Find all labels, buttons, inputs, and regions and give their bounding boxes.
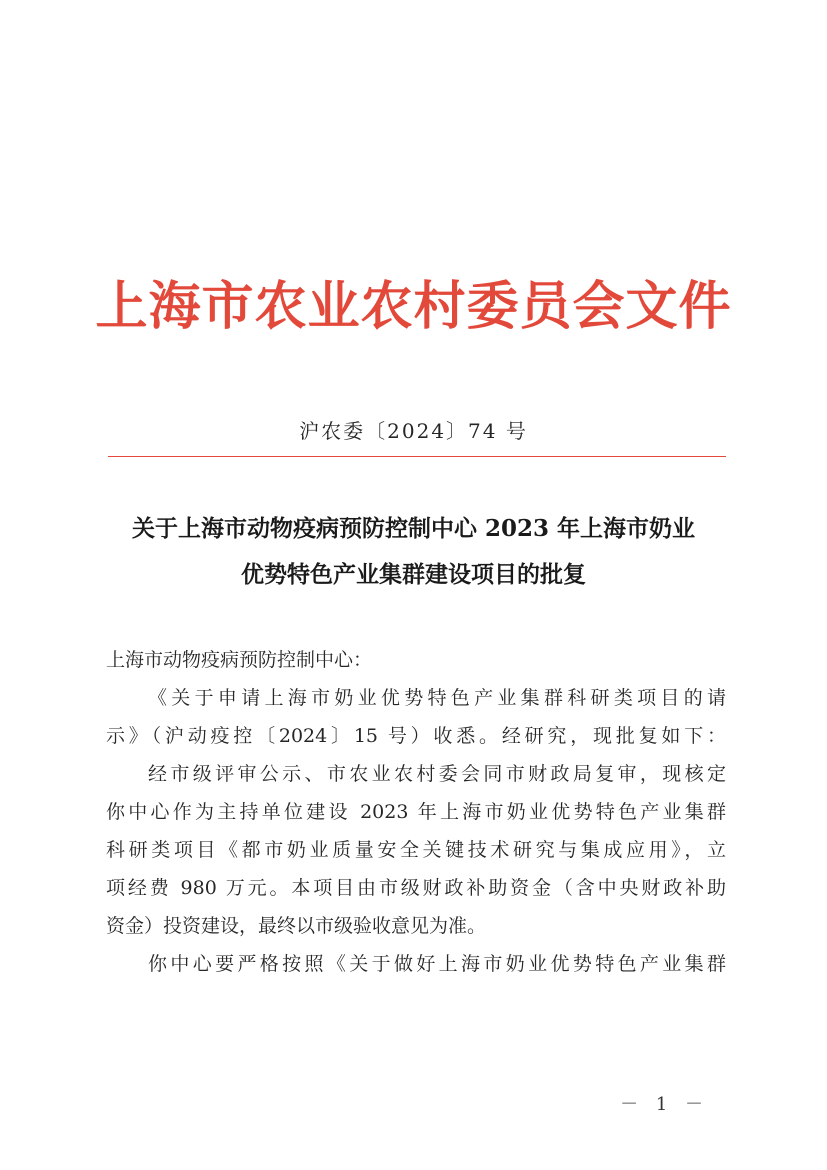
body-line-7: 资金）投资建设，最终以市级验收意见为准。 [106, 915, 487, 937]
body-line-2: 示》（沪动疫控〔2024〕15 号）收悉。经研究，现批复如下： [106, 725, 726, 747]
document-number: 沪农委〔2024〕74 号 [299, 419, 528, 443]
body-line-1: 《关于申请上海市奶业优势特色产业集群科研类项目的请 [148, 687, 726, 709]
body-line-8: 你中心要严格按照《关于做好上海市奶业优势特色产业集群 [148, 953, 726, 975]
body-line-6: 项经费 980 万元。本项目由市级财政补助资金（含中央财政补助 [106, 877, 726, 899]
page-number: － 1 － [620, 1094, 709, 1115]
body-line-3: 经市级评审公示、市农业农村委会同市财政局复审，现核定 [148, 763, 726, 785]
addressee: 上海市动物疫病预防控制中心： [106, 649, 373, 671]
body-line-4: 你中心作为主持单位建设 2023 年上海市奶业优势特色产业集群 [106, 801, 726, 823]
body-line-5: 科研类项目《都市奶业质量安全关键技术研究与集成应用》，立 [106, 839, 726, 861]
document-subject [0, 506, 827, 598]
issuing-organization-title: 上海市农业农村委员会文件 [95, 276, 732, 337]
subject-line-2: 优势特色产业集群建设项目的批复 [241, 561, 586, 588]
red-divider-line [108, 456, 726, 457]
subject-line-1: 关于上海市动物疫病预防控制中心 2023 年上海市奶业 [131, 515, 696, 542]
document-body [106, 641, 726, 983]
